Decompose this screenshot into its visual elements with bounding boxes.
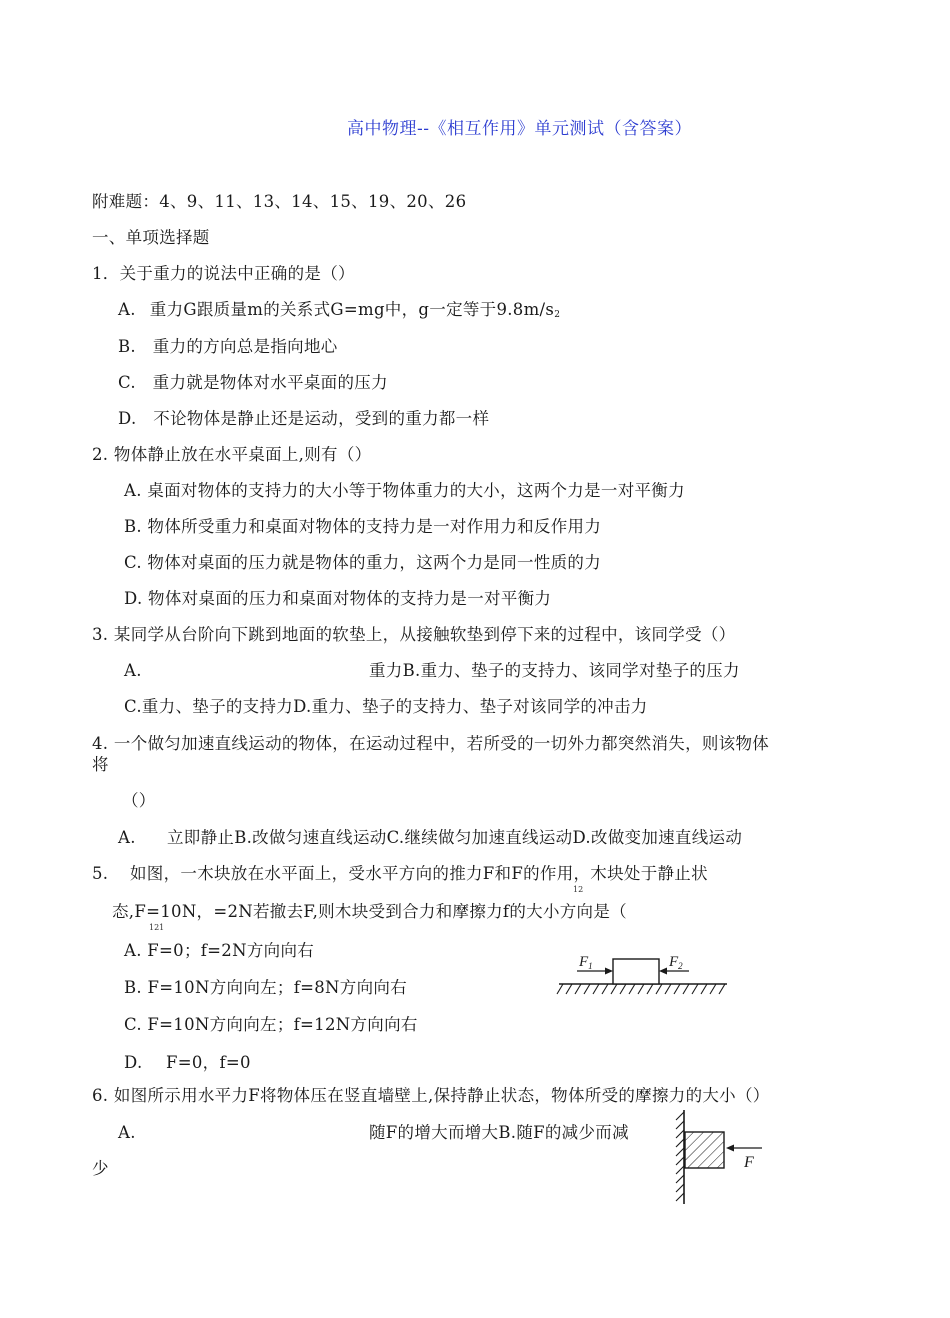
superscript-2: 2	[554, 310, 560, 320]
question-2-option-d: D. 物体对桌面的压力和桌面对物体的支持力是一对平衡力	[124, 589, 552, 608]
question-6-options: 随F的增大而增大B.随F的减少而减	[369, 1123, 629, 1142]
block-on-wall-figure	[660, 1106, 770, 1208]
question-1-option-c: C. 重力就是物体对水平桌面的压力	[118, 373, 388, 392]
question-3-stem: 3. 某同学从台阶向下跳到地面的软垫上，从接触软垫到停下来的过程中，该同学受（）	[92, 625, 736, 644]
question-6-stem: 6. 如图所示用水平力F将物体压在竖直墙壁上,保持静止状态，物体所受的摩擦力的大小（）	[92, 1086, 770, 1105]
question-5-stem-cont: 态,F=10N，=2N若撤去F,则木块受到合力和摩擦力f的大小方向是（	[112, 902, 627, 921]
question-2-option-c: C. 物体对桌面的压力就是物体的重力，这两个力是同一性质的力	[124, 553, 602, 572]
wall-hatching	[676, 1112, 684, 1201]
ground-hatching	[557, 984, 725, 994]
question-5-stem: 如图，一木块放在水平面上，受水平方向的推力F和F的作用，木块处于静止状	[130, 864, 708, 883]
section-heading: 一、单项选择题	[92, 228, 210, 247]
label-f2: $F_2$	[669, 954, 683, 971]
question-3-option-a-label: A.	[124, 661, 142, 680]
document-title: 高中物理--《相互作用》单元测试（含答案）	[347, 119, 692, 139]
question-4-paren: （）	[122, 791, 156, 810]
question-1-option-a	[118, 300, 560, 325]
question-2-option-b: B. 物体所受重力和桌面对物体的支持力是一对作用力和反作用力	[124, 517, 602, 536]
subscript-note: 121	[149, 923, 165, 932]
question-3-options-cd: C.重力、垫子的支持力D.重力、垫子的支持力、垫子对该同学的冲击力	[124, 697, 648, 716]
question-2-option-a: A. 桌面对物体的支持力的大小等于物体重力的大小，这两个力是一对平衡力	[124, 481, 685, 500]
question-4-stem: 4. 一个做匀加速直线运动的物体，在运动过程中，若所受的一切外力都突然消失，则该物体	[92, 734, 770, 753]
question-5-option-d-label: D.	[124, 1053, 143, 1072]
wooden-block	[613, 959, 659, 984]
question-5-number: 5.	[92, 864, 109, 883]
subscript-note: 12	[573, 885, 584, 894]
option-text: 重力G跟质量m的关系式G=mg中，g一定等于9.8m/s	[149, 300, 555, 319]
block-on-ground-figure	[555, 948, 735, 1000]
label-f: F	[744, 1154, 754, 1171]
question-6-option-a-label: A.	[118, 1123, 136, 1142]
question-3-options-ab: 重力B.重力、垫子的支持力、该同学对垫子的压力	[369, 661, 740, 680]
question-4-stem-wrap: 将	[92, 755, 109, 774]
question-1-stem: 1．关于重力的说法中正确的是（）	[92, 264, 355, 283]
hatched-block	[685, 1132, 724, 1168]
label-f1: $F_1$	[579, 954, 593, 971]
option-label: A.	[118, 300, 136, 319]
question-1-option-d: D. 不论物体是静止还是运动，受到的重力都一样	[118, 409, 490, 428]
question-5-option-d: F=0，f=0	[166, 1053, 251, 1072]
question-4-option-a-label: A.	[118, 828, 136, 847]
question-5-option-c: C. F=10N方向向左；f=12N方向向右	[124, 1015, 418, 1034]
question-2-stem: 2. 物体静止放在水平桌面上,则有（）	[92, 445, 372, 464]
hard-questions-note: 附难题：4、9、11、13、14、15、19、20、26	[92, 192, 467, 211]
question-5-option-b: B. F=10N方向向左；f=8N方向向右	[124, 978, 407, 997]
question-5-option-a: A. F=0；f=2N方向向右	[124, 941, 315, 960]
force-arrow-f	[726, 1145, 762, 1152]
question-1-option-b: B. 重力的方向总是指向地心	[118, 337, 338, 356]
question-4-options: 立即静止B.改做匀速直线运动C.继续做匀加速直线运动D.改做变加速直线运动	[167, 828, 743, 847]
question-6-options-cont: 少	[92, 1159, 109, 1178]
